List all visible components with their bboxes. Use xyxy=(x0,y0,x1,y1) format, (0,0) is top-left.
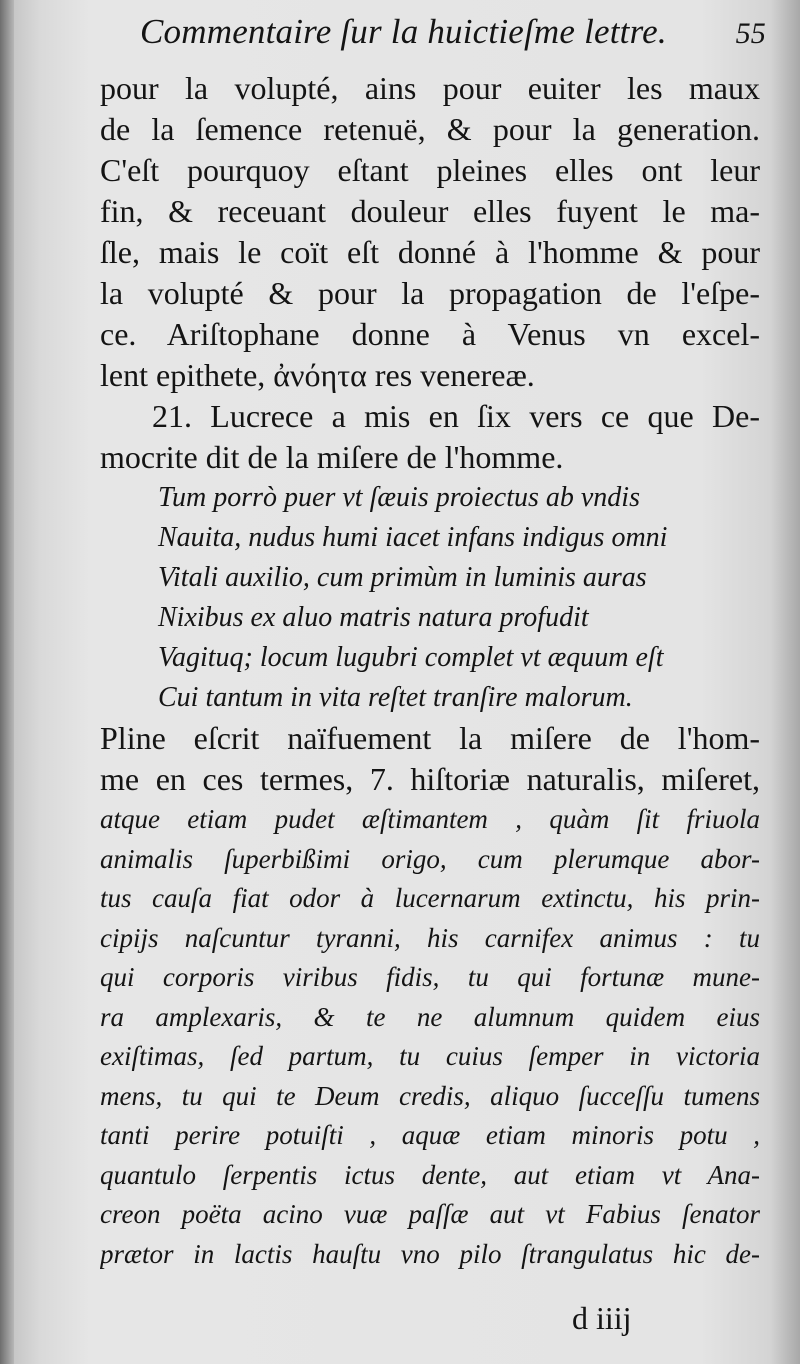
latin-quote-line: cipijs naſcuntur tyranni, his carnifex animus : tu xyxy=(100,922,760,953)
verse-line: Nauita, nudus humi iacet infans indigus omni xyxy=(158,522,668,553)
latin-quote-line: tus cauſa fiat odor à lucernarum extinctu, his prin- xyxy=(100,883,760,913)
text-line: lent epithete, ἀνόητα res venereæ. xyxy=(100,357,535,393)
section-line: mocrite dit de la miſere de l'homme. xyxy=(100,439,564,475)
text-line: C'eſt pourquoy eſtant pleines elles ont leur xyxy=(100,152,760,188)
latin-quote-line: exiſtimas, ſed partum, tu cuius ſemper in victoria xyxy=(100,1041,760,1071)
text-block xyxy=(100,68,760,1274)
latin-quote-line: creon poëta acino vuæ paſſæ aut vt Fabius ſenator xyxy=(100,1199,760,1229)
latin-quote-line: prætor in lactis hauſtu vno pilo ſtrangulatus hic de- xyxy=(100,1238,760,1269)
latin-quote-line: ra amplexaris, & te ne alumnum quidem eius xyxy=(100,1001,760,1032)
verse-line: Nixibus ex aluo matris natura profudit xyxy=(158,602,589,633)
page-gutter-shadow xyxy=(0,0,14,1364)
text-line: ſle, mais le coït eſt donné à l'homme & pour xyxy=(100,234,760,270)
text-line: pour la volupté, ains pour euiter les maux xyxy=(100,70,760,106)
latin-quote-line: quantulo ſerpentis ictus dente, aut etiam vt Ana- xyxy=(100,1159,760,1190)
verse-line: Vagituq; locum lugubri complet vt æquum eſt xyxy=(158,642,664,673)
verse-line: Cui tantum in vita reſtet tranſire malorum. xyxy=(158,682,633,713)
running-head-title: Commentaire ſur la huictieſme lettre. xyxy=(140,12,667,51)
text-line: me en ces termes, 7. hiſtoriæ naturalis, miſeret, xyxy=(100,761,760,797)
verse-line: Vitali auxilio, cum primùm in luminis auras xyxy=(158,562,647,593)
section-line: 21. Lucrece a mis en ſix vers ce que De- xyxy=(152,398,760,434)
page-number: 55 xyxy=(735,17,766,50)
text-line: ce. Ariſtophane donne à Venus vn excel- xyxy=(100,316,760,352)
latin-quote-line: mens, tu qui te Deum credis, aliquo ſucceſſu tumens xyxy=(100,1080,760,1111)
verse-line: Tum porrò puer vt ſæuis proiectus ab vndis xyxy=(158,482,640,513)
latin-quote-line: qui corporis viribus fidis, tu qui fortunæ mune- xyxy=(100,962,760,992)
latin-quote-line: animalis ſuperbißimi origo, cum plerumque abor- xyxy=(100,843,760,874)
text-line: de la ſemence retenuë, & pour la generation. xyxy=(100,111,760,147)
running-head xyxy=(140,12,770,72)
text-line: Pline eſcrit naïfuement la miſere de l'hom- xyxy=(100,720,760,756)
text-line: fin, & receuant douleur elles fuyent le ma- xyxy=(100,193,760,229)
text-line: la volupté & pour la propagation de l'eſpe- xyxy=(100,275,760,311)
latin-quote-line: tanti perire potuiſti , aquæ etiam minoris potu , xyxy=(100,1120,760,1150)
signature-mark: d iiij xyxy=(572,1300,632,1336)
latin-quote-line: atque etiam pudet æſtimantem , quàm ſit friuola xyxy=(100,804,760,834)
